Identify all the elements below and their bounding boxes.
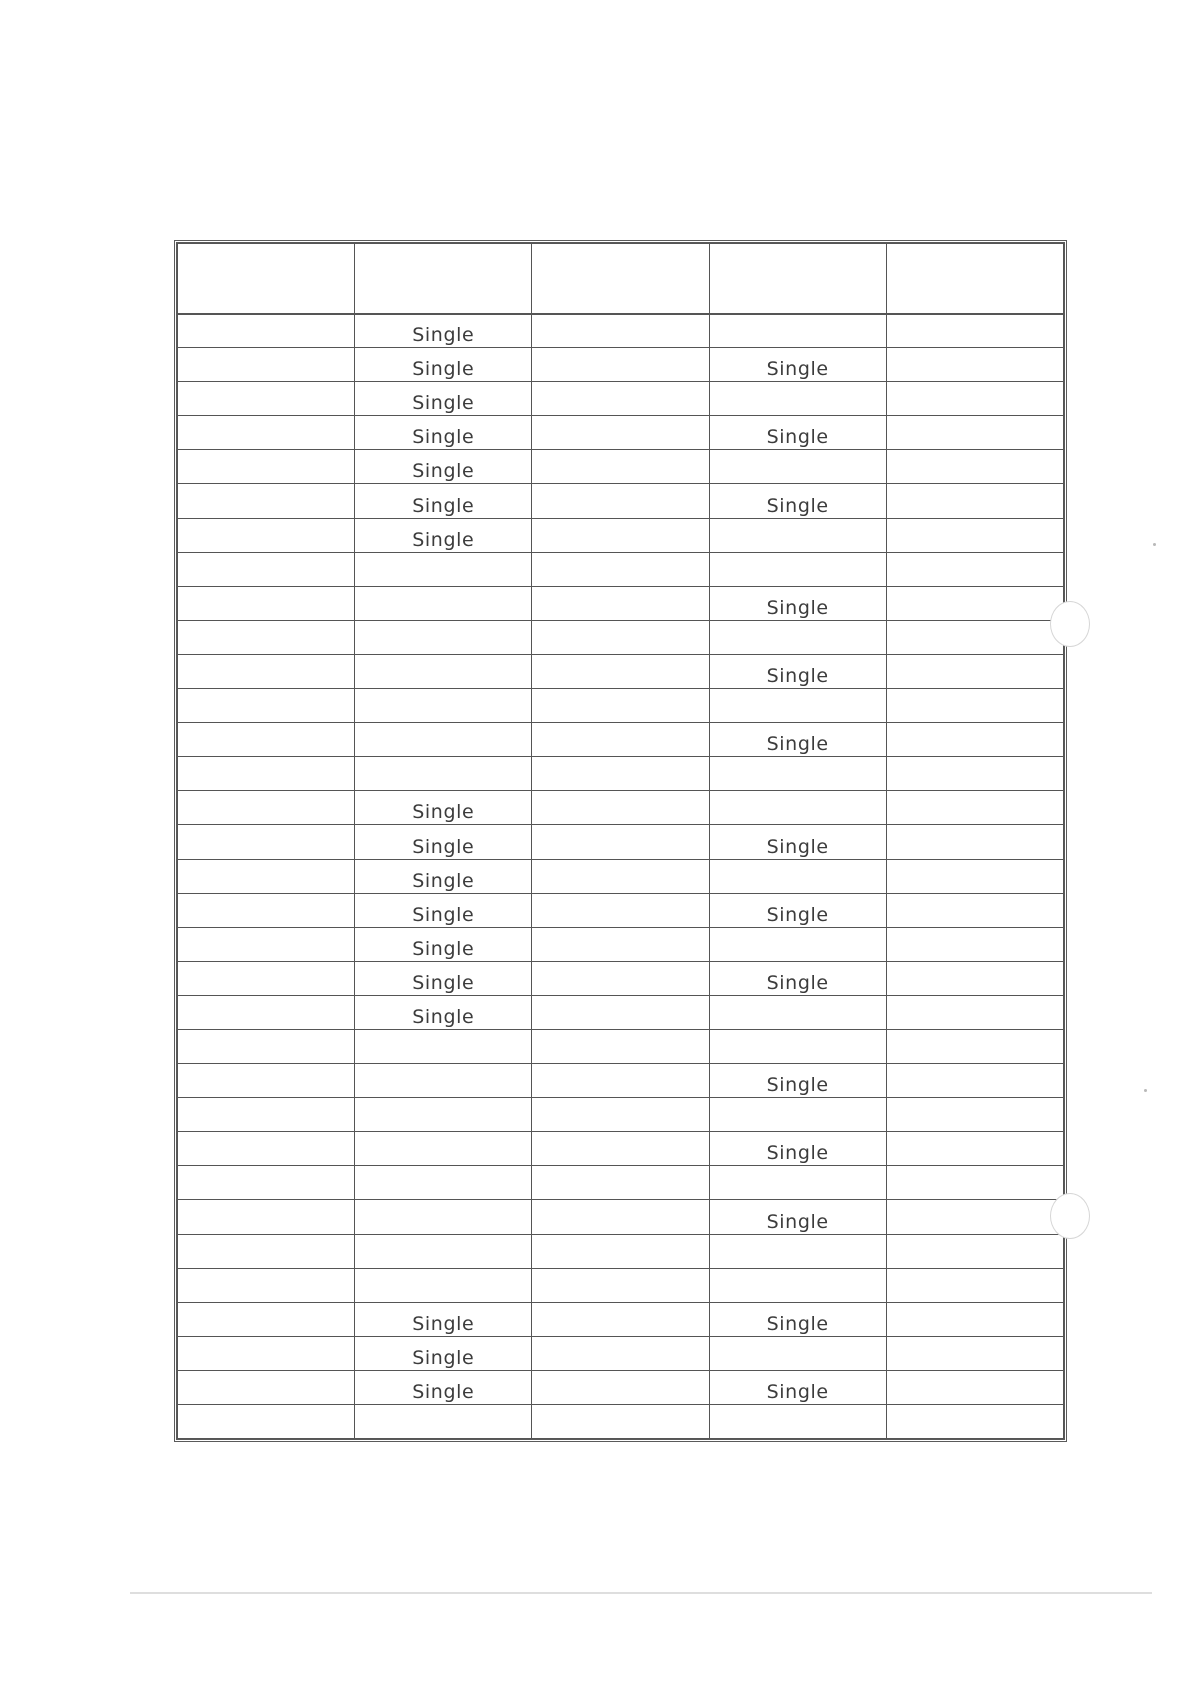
table-row — [178, 791, 1064, 825]
table-row — [178, 1098, 1064, 1132]
cell-text: Single — [412, 392, 475, 415]
table-cell-col-4 — [709, 654, 886, 688]
table-cell-col-4 — [709, 1132, 886, 1166]
cell-text: Single — [766, 1210, 829, 1233]
table-cell-col-5 — [886, 1405, 1063, 1439]
table-cell-col-1 — [178, 450, 355, 484]
table-cell-col-2 — [355, 757, 532, 791]
table-cell-col-3 — [532, 1234, 709, 1268]
table-cell-col-1 — [178, 552, 355, 586]
table-cell-col-3 — [532, 995, 709, 1029]
table-cell-col-3 — [532, 1200, 709, 1234]
table-cell-col-5 — [886, 1200, 1063, 1234]
table-cell-col-4 — [709, 859, 886, 893]
table-cell-col-2 — [355, 1029, 532, 1063]
table-cell-col-1 — [178, 1234, 355, 1268]
table-cell-col-2 — [355, 1234, 532, 1268]
punch-hole-upper — [1050, 601, 1090, 647]
table-cell-col-2 — [355, 791, 532, 825]
table-cell-col-1 — [178, 689, 355, 723]
table-cell-col-3 — [532, 1405, 709, 1439]
cell-text: Single — [412, 494, 475, 517]
table-cell-col-5 — [886, 791, 1063, 825]
table-cell-col-5 — [886, 1336, 1063, 1370]
table-cell-col-5 — [886, 1064, 1063, 1098]
table-cell-col-3 — [532, 620, 709, 654]
table-row — [178, 1268, 1064, 1302]
table-cell-col-1 — [178, 859, 355, 893]
table-cell-col-4 — [709, 689, 886, 723]
table-cell-col-2 — [355, 1098, 532, 1132]
table-cell-col-3 — [532, 450, 709, 484]
cell-text: Single — [766, 971, 829, 994]
header-cell-4 — [709, 244, 886, 314]
table-row — [178, 1200, 1064, 1234]
cell-text: Single — [412, 903, 475, 926]
table-cell-col-1 — [178, 518, 355, 552]
table-row — [178, 1029, 1064, 1063]
cell-text: Single — [412, 937, 475, 960]
table-cell-col-1 — [178, 348, 355, 382]
table-cell-col-2 — [355, 620, 532, 654]
table-cell-col-2 — [355, 314, 532, 348]
table-cell-col-4 — [709, 314, 886, 348]
table-row — [178, 586, 1064, 620]
table-cell-col-5 — [886, 586, 1063, 620]
cell-text: Single — [766, 494, 829, 517]
cell-text: Single — [766, 426, 829, 449]
cell-text: Single — [766, 1381, 829, 1403]
table-cell-col-2 — [355, 1132, 532, 1166]
table-cell-col-5 — [886, 416, 1063, 450]
table-cell-col-2 — [355, 689, 532, 723]
cell-text: Single — [412, 1346, 475, 1369]
table-row — [178, 757, 1064, 791]
table-cell-col-5 — [886, 1132, 1063, 1166]
table-cell-col-1 — [178, 484, 355, 518]
cell-text: Single — [412, 460, 475, 483]
table-cell-col-2 — [355, 586, 532, 620]
table-cell-col-5 — [886, 484, 1063, 518]
table-cell-col-5 — [886, 927, 1063, 961]
table-cell-col-4 — [709, 518, 886, 552]
table-cell-col-1 — [178, 893, 355, 927]
cell-text: Single — [766, 358, 829, 381]
table-body — [178, 314, 1064, 1439]
cell-text: Single — [412, 971, 475, 994]
header-cell-2 — [355, 244, 532, 314]
cell-text: Single — [412, 426, 475, 449]
table-cell-col-2 — [355, 723, 532, 757]
table-cell-col-4 — [709, 1098, 886, 1132]
table-cell-col-5 — [886, 620, 1063, 654]
table-cell-col-2 — [355, 1166, 532, 1200]
table-cell-col-1 — [178, 314, 355, 348]
table-cell-col-1 — [178, 1302, 355, 1336]
table-row — [178, 995, 1064, 1029]
table-cell-col-2 — [355, 552, 532, 586]
table-cell-col-4 — [709, 723, 886, 757]
table-cell-col-5 — [886, 1166, 1063, 1200]
table-cell-col-5 — [886, 382, 1063, 416]
table-cell-col-3 — [532, 654, 709, 688]
table-cell-col-2 — [355, 961, 532, 995]
table-cell-col-4 — [709, 1302, 886, 1336]
table-cell-col-5 — [886, 654, 1063, 688]
table-cell-col-1 — [178, 654, 355, 688]
table-row — [178, 961, 1064, 995]
table-cell-col-1 — [178, 1370, 355, 1404]
table-cell-col-2 — [355, 1200, 532, 1234]
table-cell-col-5 — [886, 450, 1063, 484]
table-cell-col-2 — [355, 927, 532, 961]
table-cell-col-1 — [178, 791, 355, 825]
header-cell-5 — [886, 244, 1063, 314]
table-cell-col-5 — [886, 1098, 1063, 1132]
table-cell-col-3 — [532, 1098, 709, 1132]
cell-text: Single — [766, 1312, 829, 1335]
table-row — [178, 825, 1064, 859]
table-cell-col-4 — [709, 1370, 886, 1404]
table-row — [178, 1234, 1064, 1268]
table-row — [178, 348, 1064, 382]
table-cell-col-3 — [532, 348, 709, 382]
table-cell-col-4 — [709, 893, 886, 927]
table-cell-col-5 — [886, 314, 1063, 348]
table-cell-col-1 — [178, 382, 355, 416]
table-cell-col-3 — [532, 859, 709, 893]
table-cell-col-5 — [886, 825, 1063, 859]
table-cell-col-1 — [178, 1336, 355, 1370]
table-cell-col-3 — [532, 757, 709, 791]
cell-text: Single — [412, 324, 475, 347]
punch-hole-lower — [1050, 1193, 1090, 1239]
table-cell-col-2 — [355, 1064, 532, 1098]
table-row — [178, 552, 1064, 586]
table-cell-col-1 — [178, 1064, 355, 1098]
table-cell-col-2 — [355, 995, 532, 1029]
table-row — [178, 689, 1064, 723]
table-row — [178, 314, 1064, 348]
table-cell-col-5 — [886, 893, 1063, 927]
table-row — [178, 1064, 1064, 1098]
cell-text: Single — [766, 665, 829, 688]
table-cell-col-4 — [709, 416, 886, 450]
table-cell-col-2 — [355, 416, 532, 450]
table-cell-col-1 — [178, 1098, 355, 1132]
table-row — [178, 450, 1064, 484]
table-cell-col-4 — [709, 450, 886, 484]
cell-text: Single — [412, 1005, 475, 1028]
table-cell-col-3 — [532, 416, 709, 450]
table-cell-col-2 — [355, 1370, 532, 1404]
table-header-row — [178, 244, 1064, 314]
table-cell-col-2 — [355, 654, 532, 688]
table-cell-col-1 — [178, 586, 355, 620]
table-cell-col-2 — [355, 893, 532, 927]
table-row — [178, 518, 1064, 552]
table-cell-col-4 — [709, 825, 886, 859]
cell-text: Single — [412, 1312, 475, 1335]
table-cell-col-4 — [709, 586, 886, 620]
table-cell-col-3 — [532, 1268, 709, 1302]
table-cell-col-5 — [886, 689, 1063, 723]
header-cell-1 — [178, 244, 355, 314]
table-cell-col-3 — [532, 382, 709, 416]
table-cell-col-2 — [355, 1336, 532, 1370]
table-cell-col-2 — [355, 859, 532, 893]
table-cell-col-1 — [178, 620, 355, 654]
table-cell-col-2 — [355, 484, 532, 518]
table-cell-col-5 — [886, 348, 1063, 382]
table-cell-col-2 — [355, 450, 532, 484]
paper-speck — [1144, 1089, 1147, 1092]
data-table — [177, 243, 1064, 1439]
table-cell-col-3 — [532, 518, 709, 552]
table-cell-col-5 — [886, 961, 1063, 995]
table-cell-col-4 — [709, 1405, 886, 1439]
table-cell-col-1 — [178, 1132, 355, 1166]
table-cell-col-4 — [709, 1166, 886, 1200]
table-cell-col-3 — [532, 825, 709, 859]
table-cell-col-3 — [532, 893, 709, 927]
cell-text: Single — [766, 596, 829, 619]
table-cell-col-5 — [886, 723, 1063, 757]
table-cell-col-3 — [532, 586, 709, 620]
cell-text: Single — [766, 903, 829, 926]
cell-text: Single — [412, 869, 475, 892]
table-cell-col-1 — [178, 416, 355, 450]
cell-text: Single — [412, 1381, 475, 1403]
table-cell-col-3 — [532, 1336, 709, 1370]
table-row — [178, 1405, 1064, 1439]
table-cell-col-2 — [355, 518, 532, 552]
table-row — [178, 723, 1064, 757]
table-cell-col-1 — [178, 995, 355, 1029]
table-cell-col-4 — [709, 348, 886, 382]
table-row — [178, 484, 1064, 518]
table-cell-col-4 — [709, 1268, 886, 1302]
table-cell-col-1 — [178, 961, 355, 995]
table-cell-col-2 — [355, 382, 532, 416]
table-cell-col-5 — [886, 1234, 1063, 1268]
cell-text: Single — [766, 733, 829, 756]
table-cell-col-2 — [355, 825, 532, 859]
table-cell-col-3 — [532, 314, 709, 348]
table-cell-col-3 — [532, 1302, 709, 1336]
table-cell-col-4 — [709, 757, 886, 791]
table-cell-col-4 — [709, 620, 886, 654]
paper-speck — [1153, 543, 1156, 546]
cell-text: Single — [412, 801, 475, 824]
table-cell-col-4 — [709, 552, 886, 586]
table-cell-col-4 — [709, 791, 886, 825]
table-cell-col-3 — [532, 1166, 709, 1200]
table-row — [178, 859, 1064, 893]
table-row — [178, 654, 1064, 688]
table-cell-col-3 — [532, 1370, 709, 1404]
bottom-rule — [130, 1592, 1152, 1594]
header-cell-3 — [532, 244, 709, 314]
table-cell-col-5 — [886, 1029, 1063, 1063]
table-cell-col-1 — [178, 1200, 355, 1234]
table-row — [178, 1336, 1064, 1370]
table-cell-col-5 — [886, 1370, 1063, 1404]
table-row — [178, 1166, 1064, 1200]
table-cell-col-1 — [178, 1268, 355, 1302]
cell-text: Single — [412, 528, 475, 551]
table-cell-col-4 — [709, 1064, 886, 1098]
table-cell-col-2 — [355, 1405, 532, 1439]
table-cell-col-4 — [709, 1200, 886, 1234]
table-cell-col-5 — [886, 1268, 1063, 1302]
table-cell-col-4 — [709, 1029, 886, 1063]
table-row — [178, 382, 1064, 416]
table-cell-col-4 — [709, 1234, 886, 1268]
table-cell-col-3 — [532, 791, 709, 825]
table-row — [178, 1132, 1064, 1166]
table-cell-col-1 — [178, 825, 355, 859]
table-cell-col-4 — [709, 995, 886, 1029]
table-cell-col-5 — [886, 518, 1063, 552]
data-table-frame — [174, 240, 1067, 1442]
table-cell-col-4 — [709, 382, 886, 416]
table-row — [178, 1302, 1064, 1336]
table-cell-col-4 — [709, 484, 886, 518]
table-cell-col-1 — [178, 723, 355, 757]
cell-text: Single — [412, 835, 475, 858]
table-row — [178, 1370, 1064, 1404]
cell-text: Single — [766, 835, 829, 858]
table-cell-col-4 — [709, 961, 886, 995]
table-cell-col-2 — [355, 1268, 532, 1302]
table-cell-col-5 — [886, 757, 1063, 791]
table-cell-col-5 — [886, 859, 1063, 893]
table-cell-col-4 — [709, 1336, 886, 1370]
table-cell-col-3 — [532, 1029, 709, 1063]
table-cell-col-4 — [709, 927, 886, 961]
table-row — [178, 927, 1064, 961]
table-row — [178, 416, 1064, 450]
table-cell-col-1 — [178, 1166, 355, 1200]
table-cell-col-1 — [178, 1029, 355, 1063]
table-cell-col-5 — [886, 995, 1063, 1029]
table-cell-col-3 — [532, 961, 709, 995]
table-cell-col-5 — [886, 552, 1063, 586]
table-cell-col-3 — [532, 1064, 709, 1098]
table-cell-col-3 — [532, 484, 709, 518]
table-cell-col-3 — [532, 1132, 709, 1166]
table-cell-col-3 — [532, 689, 709, 723]
table-cell-col-3 — [532, 927, 709, 961]
table-cell-col-2 — [355, 1302, 532, 1336]
table-cell-col-3 — [532, 552, 709, 586]
table-row — [178, 620, 1064, 654]
cell-text: Single — [766, 1142, 829, 1165]
table-row — [178, 893, 1064, 927]
table-cell-col-2 — [355, 348, 532, 382]
table-cell-col-3 — [532, 723, 709, 757]
table-cell-col-5 — [886, 1302, 1063, 1336]
cell-text: Single — [412, 358, 475, 381]
table-cell-col-1 — [178, 927, 355, 961]
table-cell-col-1 — [178, 1405, 355, 1439]
cell-text: Single — [766, 1074, 829, 1097]
table-cell-col-1 — [178, 757, 355, 791]
